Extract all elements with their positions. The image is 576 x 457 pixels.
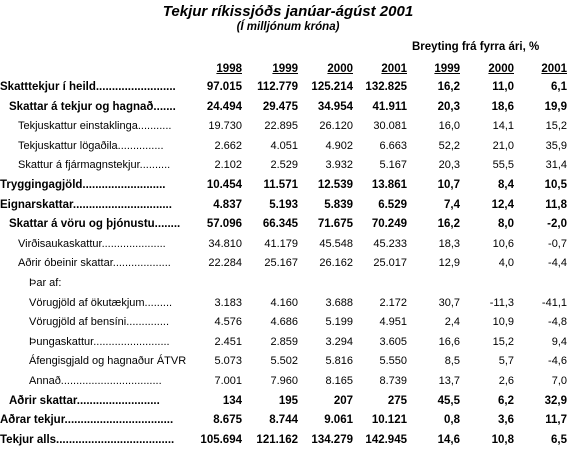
table-row — [0, 294, 576, 313]
change-header: Breyting frá fyrra ári, % — [412, 41, 540, 53]
change-cell: 12,9 — [438, 257, 460, 270]
amount-cell: 134 — [222, 394, 242, 407]
year-header: 2000 — [488, 63, 514, 75]
table-row — [0, 411, 576, 430]
amount-cell: 34.954 — [317, 100, 353, 113]
table-row — [0, 313, 576, 332]
amount-cell: 10.121 — [371, 414, 407, 427]
change-cell: 7,4 — [444, 198, 460, 211]
change-cell: 16,0 — [438, 120, 460, 133]
change-cell: -0,7 — [548, 237, 567, 250]
change-cell: 30,7 — [438, 296, 460, 309]
change-cell: 31,4 — [545, 159, 567, 172]
row-label: Vörugjöld af bensíni.............. — [29, 316, 170, 329]
amount-cell: 45.233 — [373, 237, 407, 250]
amount-cell: 4.051 — [270, 139, 298, 152]
row-label: Skatttekjur í heild......................... — [0, 81, 176, 93]
change-cell: 11,0 — [492, 81, 514, 93]
change-cell: 13,7 — [438, 375, 460, 387]
amount-cell: 6.663 — [379, 139, 407, 152]
change-cell: 18,6 — [491, 100, 514, 113]
row-label: Skattur á fjármagnstekjur.......... — [18, 159, 171, 172]
row-label: Skattar á vöru og þjónustu........ — [9, 218, 181, 231]
amount-cell: 4.160 — [270, 296, 298, 309]
year-header: 1999 — [434, 63, 460, 75]
row-label: Aðrir óbeinir skattar................... — [18, 257, 171, 270]
change-cell: 2,4 — [444, 316, 460, 329]
amount-cell: 7.960 — [270, 375, 298, 387]
change-cell: 4,0 — [498, 257, 514, 270]
change-cell: 45,5 — [437, 394, 460, 407]
row-label: Tekjuskattur einstaklinga........... — [18, 120, 172, 133]
amount-cell: 71.675 — [317, 218, 353, 231]
change-cell: -4,8 — [548, 316, 567, 329]
row-label: Tekjur alls..................................... — [0, 433, 175, 446]
change-cell: 20,3 — [438, 159, 460, 172]
amount-cell: 3.605 — [379, 335, 407, 348]
amount-cell: 2.451 — [214, 335, 242, 348]
table-row — [0, 117, 576, 136]
amount-cell: 26.120 — [319, 120, 353, 133]
amount-cell: 132.825 — [365, 81, 407, 93]
amount-cell: 29.475 — [262, 100, 298, 113]
change-cell: 55,5 — [492, 159, 514, 172]
amount-cell: 2.529 — [270, 159, 298, 172]
amount-cell: 3.183 — [214, 296, 242, 309]
amount-cell: 3.294 — [325, 335, 353, 348]
amount-cell: 2.102 — [214, 159, 242, 172]
amount-cell: 2.662 — [214, 139, 242, 152]
amount-cell: 8.744 — [269, 414, 298, 427]
row-label: Þar af: — [29, 277, 62, 289]
amount-cell: 26.162 — [319, 257, 353, 270]
amount-cell: 4.951 — [379, 316, 407, 329]
table-subtitle: (Í milljónum króna) — [236, 21, 340, 33]
change-cell: 8,0 — [498, 218, 514, 231]
table-row — [0, 333, 576, 352]
change-cell: 3,6 — [498, 414, 514, 427]
year-header: 2001 — [381, 63, 407, 75]
amount-cell: 5.193 — [269, 198, 298, 211]
amount-cell: 97.015 — [206, 81, 242, 93]
amount-cell: 7.001 — [214, 375, 242, 387]
amount-cell: 5.502 — [270, 355, 298, 368]
change-cell: 5,7 — [498, 355, 514, 368]
amount-cell: 5.816 — [325, 355, 353, 368]
year-header: 2000 — [327, 63, 353, 75]
amount-cell: 5.167 — [379, 159, 407, 172]
change-cell: 8,4 — [498, 179, 514, 191]
amount-cell: 70.249 — [371, 218, 407, 231]
change-cell: 7,0 — [551, 375, 567, 387]
table-row — [0, 392, 576, 411]
amount-cell: 41.179 — [264, 237, 298, 250]
amount-cell: 105.694 — [200, 433, 242, 446]
change-cell: 20,3 — [437, 100, 460, 113]
table-row — [0, 352, 576, 371]
amount-cell: 41.911 — [372, 100, 407, 113]
amount-cell: 45.548 — [319, 237, 353, 250]
table-row — [0, 254, 576, 273]
amount-cell: 30.081 — [373, 120, 407, 133]
change-cell: 11,8 — [545, 198, 567, 211]
amount-cell: 4.837 — [213, 198, 242, 211]
change-cell: -41,1 — [541, 296, 567, 309]
change-cell: 10,6 — [492, 237, 514, 250]
row-label: Vörugjöld af ökutækjum......... — [29, 296, 173, 309]
amount-cell: 5.839 — [324, 198, 353, 211]
amount-cell: 5.073 — [214, 355, 242, 368]
amount-cell: 22.284 — [208, 257, 242, 270]
change-cell: 8,5 — [444, 355, 460, 368]
amount-cell: 112.779 — [257, 81, 298, 93]
amount-cell: 4.576 — [214, 316, 242, 329]
amount-cell: 3.688 — [325, 296, 353, 309]
amount-cell: 9.061 — [324, 414, 353, 427]
change-cell: 11,7 — [545, 414, 567, 427]
change-cell: -4,4 — [548, 257, 567, 270]
amount-cell: 8.675 — [213, 414, 242, 427]
row-label: Áfengisgjald og hagnaður ÁTVR — [29, 355, 187, 368]
amount-cell: 10.454 — [206, 179, 242, 191]
amount-cell: 125.214 — [311, 81, 353, 93]
amount-cell: 4.902 — [325, 139, 353, 152]
amount-cell: 25.017 — [373, 257, 407, 270]
row-label: Aðrar tekjur.................................. — [0, 414, 174, 427]
amount-cell: 5.199 — [325, 316, 353, 329]
table-row — [0, 98, 576, 117]
change-cell: 16,6 — [438, 335, 460, 348]
year-header: 1998 — [216, 63, 242, 75]
amount-cell: 121.162 — [256, 433, 298, 446]
table-row — [0, 274, 576, 293]
change-cell: 10,8 — [491, 433, 514, 446]
change-cell: 19,9 — [544, 100, 567, 113]
change-cell: 15,2 — [492, 335, 514, 348]
amount-cell: 13.861 — [371, 179, 407, 191]
change-cell: 0,8 — [444, 414, 460, 427]
row-label: Annað................................. — [29, 375, 162, 387]
table-row — [0, 215, 576, 234]
amount-cell: 207 — [333, 394, 353, 407]
amount-cell: 66.345 — [262, 218, 298, 231]
amount-cell: 19.730 — [208, 120, 242, 133]
change-cell: -4,6 — [548, 355, 567, 368]
amount-cell: 24.494 — [206, 100, 242, 113]
amount-cell: 57.096 — [206, 218, 242, 231]
change-cell: 16,2 — [437, 81, 460, 93]
amount-cell: 142.945 — [365, 433, 407, 446]
table-row — [0, 156, 576, 175]
amount-cell: 8.165 — [325, 375, 353, 387]
row-label: Skattar á tekjur og hagnað....... — [9, 100, 176, 113]
change-cell: 9,4 — [551, 335, 567, 348]
amount-cell: 25.167 — [264, 257, 298, 270]
amount-cell: 11.571 — [263, 179, 298, 191]
change-cell: 18,3 — [438, 237, 460, 250]
year-header: 2001 — [541, 63, 567, 75]
table-row — [0, 431, 576, 450]
change-cell: 6,5 — [551, 433, 567, 446]
amount-cell: 8.739 — [379, 375, 407, 387]
change-cell: 21,0 — [492, 139, 514, 152]
change-cell: 2,6 — [498, 375, 514, 387]
amount-cell: 3.932 — [325, 159, 353, 172]
change-cell: 16,2 — [437, 218, 460, 231]
table-row — [0, 196, 576, 215]
change-cell: -11,3 — [489, 296, 514, 309]
row-label: Tryggingagjöld.......................... — [0, 179, 166, 191]
amount-cell: 22.895 — [264, 120, 298, 133]
row-label: Þungaskattur......................... — [29, 335, 170, 348]
change-cell: 6,2 — [498, 394, 514, 407]
table-row — [0, 78, 576, 97]
change-cell: 15,2 — [545, 120, 567, 133]
change-cell: 10,5 — [544, 179, 567, 191]
row-label: Eignarskattar............................... — [0, 198, 172, 211]
table-row — [0, 137, 576, 156]
change-cell: 14,1 — [492, 120, 514, 133]
table-row — [0, 372, 576, 391]
amount-cell: 2.859 — [270, 335, 298, 348]
table-row — [0, 176, 576, 195]
amount-cell: 6.529 — [378, 198, 407, 211]
amount-cell: 5.550 — [379, 355, 407, 368]
year-header: 1999 — [272, 63, 298, 75]
amount-cell: 195 — [278, 394, 298, 407]
change-cell: 14,6 — [437, 433, 460, 446]
change-cell: 52,2 — [438, 139, 460, 152]
row-label: Tekjuskattur lögaðila............... — [18, 139, 164, 152]
amount-cell: 134.279 — [311, 433, 353, 446]
change-cell: 12,4 — [491, 198, 514, 211]
amount-cell: 34.810 — [208, 237, 242, 250]
change-cell: -2,0 — [547, 218, 567, 231]
amount-cell: 4.686 — [270, 316, 298, 329]
change-cell: 10,9 — [492, 316, 514, 329]
amount-cell: 2.172 — [379, 296, 407, 309]
row-label: Virðisaukaskattur..................... — [18, 237, 166, 250]
amount-cell: 275 — [387, 394, 407, 407]
table-title: Tekjur ríkissjóðs janúar-ágúst 2001 — [162, 3, 414, 20]
change-cell: 35,9 — [545, 139, 567, 152]
change-cell: 6,1 — [551, 81, 567, 93]
change-cell: 32,9 — [544, 394, 567, 407]
change-cell: 10,7 — [437, 179, 460, 191]
table-row — [0, 235, 576, 254]
row-label: Aðrir skattar.......................... — [9, 394, 160, 407]
amount-cell: 12.539 — [317, 179, 353, 191]
